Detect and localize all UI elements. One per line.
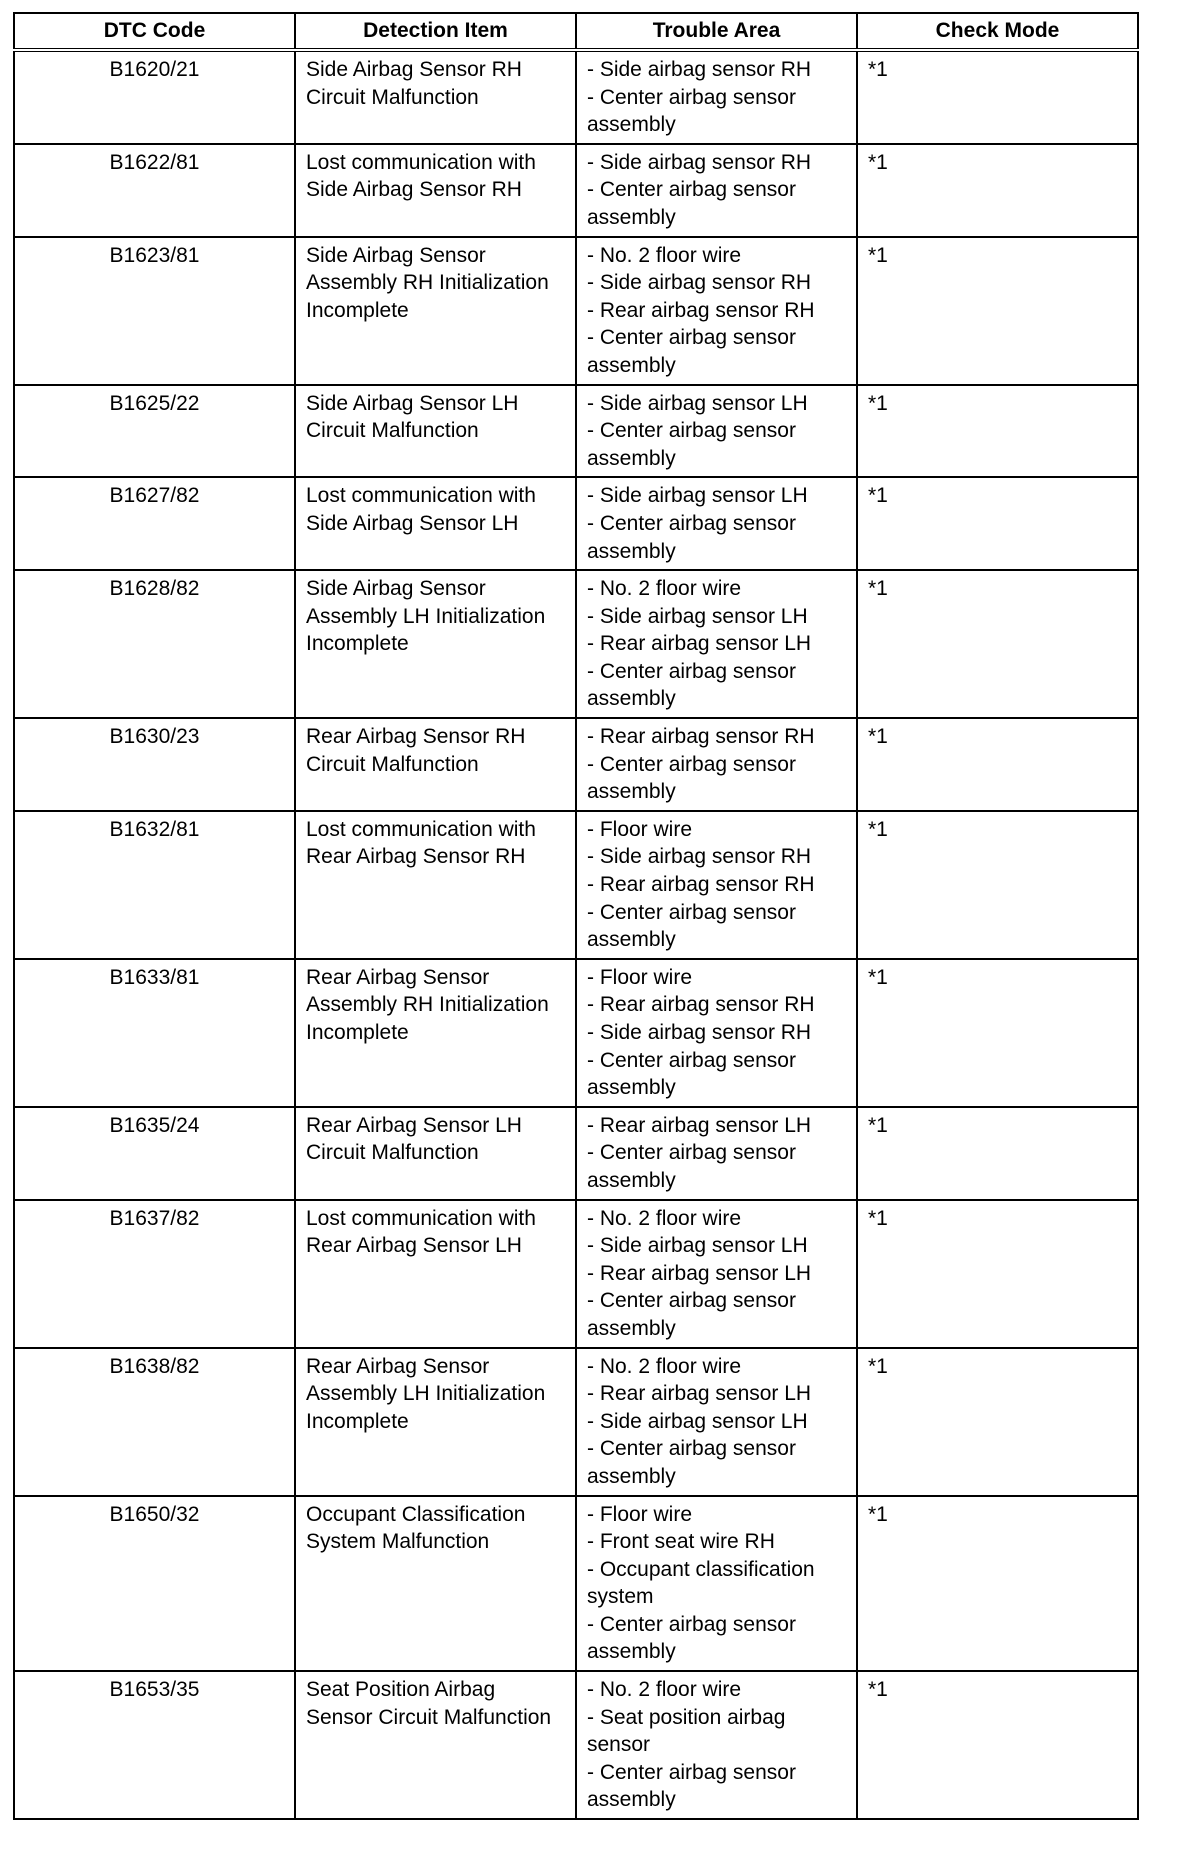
trouble-area-line: assembly — [587, 687, 676, 711]
detection-item-line: Side Airbag Sensor — [306, 243, 486, 267]
trouble-area-line: - Center airbag sensor — [587, 1048, 796, 1072]
check-mode-cell: *1 — [857, 1496, 1138, 1672]
trouble-area-line: - Center airbag sensor — [587, 511, 796, 535]
detection-item-line: Lost communication with — [306, 150, 536, 174]
trouble-area-line: - Side airbag sensor LH — [587, 1234, 808, 1258]
trouble-area-line: assembly — [587, 113, 676, 137]
dtc-code-cell: B1632/81 — [14, 811, 295, 959]
table-row — [14, 477, 1138, 570]
trouble-area-cell — [576, 50, 857, 144]
trouble-area-cell — [576, 811, 857, 959]
table-row — [14, 1200, 1138, 1348]
trouble-area-cell — [576, 959, 857, 1107]
dtc-code-cell: B1627/82 — [14, 477, 295, 570]
dtc-table — [13, 12, 1139, 1820]
trouble-area-line: - Seat position airbag — [587, 1705, 786, 1729]
trouble-area-line: - Rear airbag sensor RH — [587, 725, 815, 749]
detection-item-cell — [295, 718, 576, 811]
trouble-area-line: assembly — [587, 446, 676, 470]
detection-item-line: Side Airbag Sensor RH — [306, 58, 522, 81]
trouble-area-line: - Center airbag sensor — [587, 1612, 796, 1636]
detection-item-line: Side Airbag Sensor LH — [306, 391, 519, 415]
table-row — [14, 385, 1138, 478]
trouble-area-line: - Rear airbag sensor LH — [587, 1113, 812, 1137]
check-mode-cell: *1 — [857, 959, 1138, 1107]
trouble-area-line: assembly — [587, 1788, 676, 1812]
table-row — [14, 1496, 1138, 1672]
trouble-area-line: assembly — [587, 205, 676, 229]
dtc-code-cell: B1633/81 — [14, 959, 295, 1107]
header-check-mode: Check Mode — [857, 13, 1138, 50]
detection-item-line: System Malfunction — [306, 1530, 490, 1554]
trouble-area-cell — [576, 1107, 857, 1200]
table-row — [14, 237, 1138, 385]
trouble-area-line: assembly — [587, 1076, 676, 1100]
detection-item-cell — [295, 1200, 576, 1348]
trouble-area-line: assembly — [587, 353, 676, 377]
trouble-area-line: - Center airbag sensor — [587, 85, 796, 109]
dtc-code-cell: B1635/24 — [14, 1107, 295, 1200]
trouble-area-line: - Side airbag sensor RH — [587, 271, 812, 295]
trouble-area-cell — [576, 718, 857, 811]
trouble-area-line: - Side airbag sensor LH — [587, 604, 808, 628]
trouble-area-line: assembly — [587, 1464, 676, 1488]
table-header — [14, 13, 1138, 50]
trouble-area-line: - Rear airbag sensor RH — [587, 873, 815, 897]
detection-item-cell — [295, 811, 576, 959]
trouble-area-line: - Side airbag sensor LH — [587, 1409, 808, 1433]
trouble-area-line: system — [587, 1585, 654, 1609]
trouble-area-line: - Floor wire — [587, 965, 693, 989]
detection-item-line: Assembly LH Initialization — [306, 604, 546, 628]
trouble-area-cell — [576, 385, 857, 478]
detection-item-line: Circuit Malfunction — [306, 85, 479, 109]
table-row — [14, 144, 1138, 237]
check-mode-cell: *1 — [857, 718, 1138, 811]
detection-item-line: Circuit Malfunction — [306, 1141, 479, 1165]
check-mode-cell: *1 — [857, 144, 1138, 237]
header-trouble-area: Trouble Area — [576, 13, 857, 50]
detection-item-line: Rear Airbag Sensor RH — [306, 845, 526, 869]
detection-item-line: Incomplete — [306, 298, 409, 322]
detection-item-cell — [295, 144, 576, 237]
detection-item-line: Sensor Circuit Malfunction — [306, 1705, 552, 1729]
detection-item-cell — [295, 1671, 576, 1819]
trouble-area-cell — [576, 477, 857, 570]
detection-item-line: Circuit Malfunction — [306, 752, 479, 776]
check-mode-cell: *1 — [857, 570, 1138, 718]
trouble-area-line: assembly — [587, 1168, 676, 1192]
table-row — [14, 959, 1138, 1107]
trouble-area-line: - Center airbag sensor — [587, 752, 796, 776]
trouble-area-line: - Side airbag sensor RH — [587, 58, 812, 81]
detection-item-line: Seat Position Airbag — [306, 1678, 496, 1702]
table-row — [14, 570, 1138, 718]
trouble-area-line: assembly — [587, 928, 676, 952]
trouble-area-line: - Center airbag sensor — [587, 326, 796, 350]
dtc-code-cell: B1622/81 — [14, 144, 295, 237]
detection-item-cell — [295, 50, 576, 144]
detection-item-line: Occupant Classification — [306, 1502, 526, 1526]
trouble-area-cell — [576, 1200, 857, 1348]
trouble-area-line: - Floor wire — [587, 817, 693, 841]
detection-item-line: Rear Airbag Sensor — [306, 965, 490, 989]
table-row — [14, 50, 1138, 144]
trouble-area-line: - Rear airbag sensor LH — [587, 1261, 812, 1285]
dtc-code-cell: B1638/82 — [14, 1348, 295, 1496]
table-row — [14, 1348, 1138, 1496]
dtc-code-cell: B1637/82 — [14, 1200, 295, 1348]
detection-item-line: Circuit Malfunction — [306, 419, 479, 443]
trouble-area-cell — [576, 1496, 857, 1672]
dtc-code-cell: B1625/22 — [14, 385, 295, 478]
detection-item-line: Lost communication with — [306, 1206, 536, 1230]
check-mode-cell: *1 — [857, 811, 1138, 959]
trouble-area-cell — [576, 237, 857, 385]
check-mode-cell: *1 — [857, 1107, 1138, 1200]
trouble-area-line: - Front seat wire RH — [587, 1530, 775, 1554]
trouble-area-cell — [576, 1671, 857, 1819]
trouble-area-line: - Center airbag sensor — [587, 659, 796, 683]
check-mode-cell: *1 — [857, 1671, 1138, 1819]
dtc-code-cell: B1620/21 — [14, 50, 295, 144]
trouble-area-line: - Side airbag sensor LH — [587, 391, 808, 415]
detection-item-cell — [295, 1496, 576, 1672]
trouble-area-line: - Center airbag sensor — [587, 1289, 796, 1313]
check-mode-cell: *1 — [857, 385, 1138, 478]
trouble-area-line: - No. 2 floor wire — [587, 577, 742, 601]
trouble-area-line: assembly — [587, 1316, 676, 1340]
trouble-area-cell — [576, 570, 857, 718]
detection-item-line: Rear Airbag Sensor LH — [306, 1113, 522, 1137]
trouble-area-line: assembly — [587, 539, 676, 563]
detection-item-line: Lost communication with — [306, 484, 536, 508]
dtc-code-cell: B1630/23 — [14, 718, 295, 811]
trouble-area-line: - Side airbag sensor RH — [587, 845, 812, 869]
header-dtc-code: DTC Code — [14, 13, 295, 50]
detection-item-line: Rear Airbag Sensor LH — [306, 1234, 522, 1258]
detection-item-cell — [295, 1107, 576, 1200]
detection-item-line: Assembly RH Initialization — [306, 271, 549, 295]
trouble-area-line: - Rear airbag sensor LH — [587, 632, 812, 656]
trouble-area-line: assembly — [587, 780, 676, 804]
trouble-area-line: - Side airbag sensor RH — [587, 1021, 812, 1044]
check-mode-cell: *1 — [857, 1348, 1138, 1496]
dtc-code-cell: B1623/81 — [14, 237, 295, 385]
check-mode-cell: *1 — [857, 237, 1138, 385]
header-row — [14, 13, 1138, 50]
trouble-area-line: - No. 2 floor wire — [587, 1354, 742, 1378]
detection-item-cell — [295, 959, 576, 1107]
trouble-area-line: - Side airbag sensor LH — [587, 484, 808, 508]
detection-item-cell — [295, 1348, 576, 1496]
table-row — [14, 811, 1138, 959]
trouble-area-line: sensor — [587, 1733, 651, 1757]
trouble-area-line: - Occupant classification — [587, 1557, 815, 1581]
detection-item-line: Rear Airbag Sensor — [306, 1354, 490, 1378]
detection-item-cell — [295, 385, 576, 478]
dtc-code-cell: B1650/32 — [14, 1496, 295, 1672]
table-row — [14, 1671, 1138, 1819]
trouble-area-line: - No. 2 floor wire — [587, 243, 742, 267]
trouble-area-line: - Rear airbag sensor LH — [587, 1382, 812, 1406]
trouble-area-line: assembly — [587, 1640, 676, 1664]
dtc-code-cell: B1653/35 — [14, 1671, 295, 1819]
trouble-area-cell — [576, 1348, 857, 1496]
detection-item-line: Incomplete — [306, 632, 409, 656]
trouble-area-line: - Rear airbag sensor RH — [587, 993, 815, 1017]
check-mode-cell: *1 — [857, 1200, 1138, 1348]
trouble-area-line: - Center airbag sensor — [587, 1141, 796, 1165]
trouble-area-line: - Floor wire — [587, 1502, 693, 1526]
trouble-area-line: - No. 2 floor wire — [587, 1678, 742, 1702]
trouble-area-line: - Center airbag sensor — [587, 1760, 796, 1784]
detection-item-cell — [295, 237, 576, 385]
detection-item-cell — [295, 570, 576, 718]
check-mode-cell: *1 — [857, 477, 1138, 570]
trouble-area-line: - Center airbag sensor — [587, 1437, 796, 1461]
detection-item-line: Rear Airbag Sensor RH — [306, 725, 526, 749]
table-row — [14, 1107, 1138, 1200]
detection-item-line: Lost communication with — [306, 817, 536, 841]
trouble-area-line: - Center airbag sensor — [587, 419, 796, 443]
detection-item-line: Side Airbag Sensor LH — [306, 511, 519, 535]
detection-item-line: Incomplete — [306, 1409, 409, 1433]
header-detection-item: Detection Item — [295, 13, 576, 50]
detection-item-line: Incomplete — [306, 1021, 409, 1044]
detection-item-line: Side Airbag Sensor RH — [306, 178, 522, 202]
detection-item-cell — [295, 477, 576, 570]
trouble-area-cell — [576, 144, 857, 237]
detection-item-line: Assembly LH Initialization — [306, 1382, 546, 1406]
dtc-code-cell: B1628/82 — [14, 570, 295, 718]
check-mode-cell: *1 — [857, 50, 1138, 144]
table-row — [14, 718, 1138, 811]
trouble-area-line: - Rear airbag sensor RH — [587, 298, 815, 322]
trouble-area-line: - Center airbag sensor — [587, 900, 796, 924]
detection-item-line: Side Airbag Sensor — [306, 577, 486, 601]
detection-item-line: Assembly RH Initialization — [306, 993, 549, 1017]
trouble-area-line: - Center airbag sensor — [587, 178, 796, 202]
trouble-area-line: - No. 2 floor wire — [587, 1206, 742, 1230]
table-body — [14, 50, 1138, 1819]
trouble-area-line: - Side airbag sensor RH — [587, 150, 812, 174]
